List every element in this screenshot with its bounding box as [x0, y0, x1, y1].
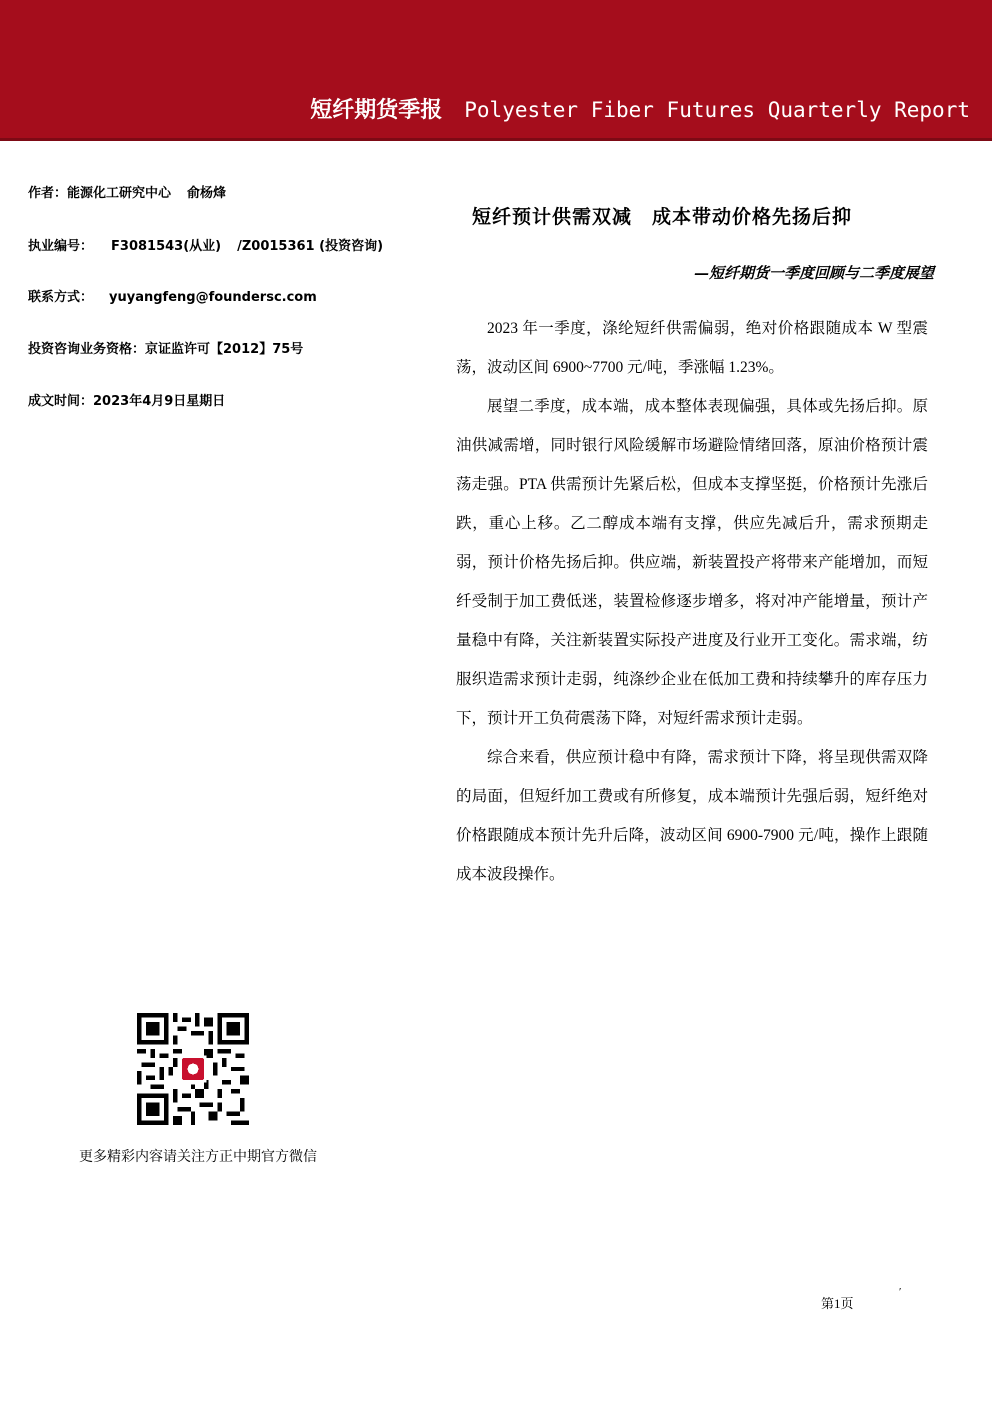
author-label: 作者：: [28, 186, 68, 201]
footer-mark: ′: [899, 1286, 902, 1298]
contact-label: 联系方式：: [28, 290, 94, 305]
license-value: F3081543(从业): [111, 239, 222, 254]
report-title-en: Polyester Fiber Futures Quarterly Report: [464, 98, 970, 122]
paragraph-1: 2023 年一季度，涤纶短纤供需偏弱，绝对价格跟随成本 W 型震荡，波动区间 6900~7700 元/吨，季涨幅 1.23%。: [456, 320, 928, 376]
article-title: [472, 202, 852, 229]
author-name: 俞杨烽: [187, 186, 227, 201]
license-value-2: /Z0015361 (投资咨询): [237, 239, 384, 254]
qr-caption: 更多精彩内容请关注方正中期官方微信: [79, 1149, 317, 1165]
article-body: [456, 309, 928, 894]
paragraph-3: 综合来看，供应预计稳中有降，需求预计下降，将呈现供需双降的局面，但短纤加工费或有所修复，成本端预计先强后弱，短纤绝对价格跟随成本预计先升后降，波动区间 6900-7900 元/吨，操作上跟随成本波段操作。: [456, 749, 928, 883]
qualification-line: [28, 341, 303, 359]
date-value: 2023年4月9日星期日: [93, 394, 226, 409]
report-title-bar: [310, 94, 970, 127]
contact-email[interactable]: yuyangfeng@foundersc.com: [109, 290, 317, 305]
header-divider: [0, 138, 992, 141]
author-value: 能源化工研究中心: [67, 186, 172, 201]
author-line: [28, 185, 226, 203]
date-line: [28, 393, 225, 411]
article-title-part2: 成本带动价格先扬后抑: [652, 206, 853, 228]
license-line: [28, 238, 383, 256]
page-number: 第1页: [821, 1296, 854, 1311]
license-label: 执业编号：: [28, 239, 94, 254]
contact-line: [28, 289, 317, 307]
article-subtitle: —短纤期货一季度回顾与二季度展望: [693, 264, 934, 282]
article-title-part1: 短纤预计供需双减: [472, 206, 633, 228]
report-title-cn: 短纤期货季报: [310, 98, 443, 123]
qualification-label: 投资咨询业务资格：: [28, 342, 146, 357]
date-label: 成文时间：: [28, 394, 94, 409]
qualification-value: 京证监许可【2012】75号: [145, 342, 304, 357]
qr-code-icon[interactable]: [137, 1013, 249, 1125]
paragraph-2: 展望二季度，成本端，成本整体表现偏强，具体或先扬后抑。原油供减需增，同时银行风险缓解市场避险情绪回落，原油价格预计震荡走强。PTA 供需预计先紧后松，但成本支撑坚挺，价格预计先涨后跌，重心上移。乙二醇成本端有支撑，供应先减后升，需求预期走弱，预计价格先扬后抑。供应端，新装置投产将带来产能增加，而短纤受制于加工费低迷，装置检修逐步增多，将对冲产能增量，预计产量稳中有降，关注新装置实际投产进度及行业开工变化。需求端，纺服织造需求预计走弱，纯涤纱企业在低加工费和持续攀升的库存压力下，预计开工负荷震荡下降，对短纤需求预计走弱。: [456, 398, 928, 727]
